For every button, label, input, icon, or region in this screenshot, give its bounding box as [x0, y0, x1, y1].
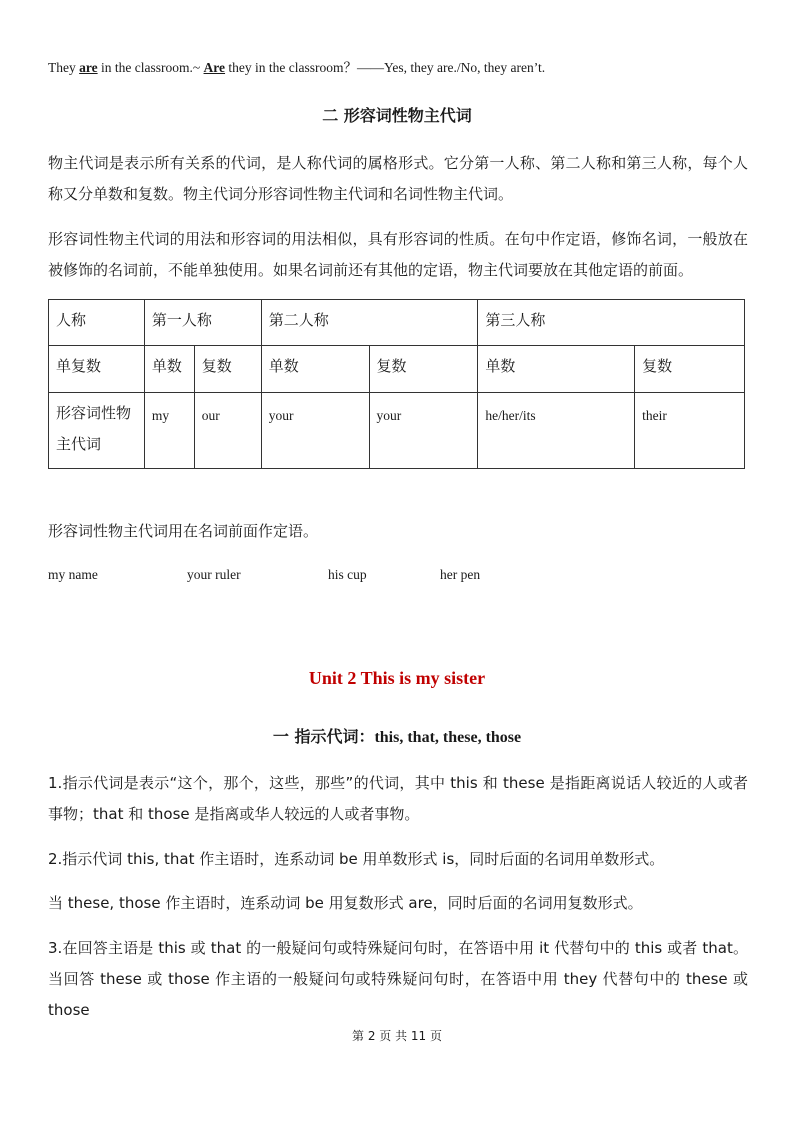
example-phrase: her pen: [440, 567, 481, 582]
cell-pronoun: your: [261, 393, 369, 469]
sentence-part: in the classroom.~: [97, 60, 204, 75]
section-heading: 二 形容词性物主代词: [322, 106, 472, 125]
example-phrase: his cup: [328, 567, 367, 582]
cell-plural: 复数: [369, 346, 478, 393]
row-label-number: 单复数: [49, 346, 145, 393]
cell-singular: 单数: [478, 346, 635, 393]
paragraph: 形容词性物主代词的用法和形容词的用法相似，具有形容词的性质。在句中作定语，修饰名词，一般放在被修饰的名词前，不能单独使用。如果名词前还有其他的定语，物主代词要放在其他定语的前面。: [48, 230, 748, 279]
sentence-part: They: [48, 60, 80, 75]
usage-note: 形容词性物主代词用在名词前面作定语。: [48, 522, 319, 540]
heading-en: this, that, these, those: [374, 729, 522, 746]
underlined-word: Are: [203, 60, 226, 75]
heading-cn: 一 指示代词：: [272, 727, 375, 746]
example-sentence: [48, 56, 545, 76]
cell-plural: 复数: [635, 346, 745, 393]
unit-title: Unit 2 This is my sister: [308, 668, 486, 688]
paragraph: 3.在回答主语是 this 或 that 的一般疑问句或特殊疑问句时，在答语中用 it 代替句中的 this 或者 that。当回答 these 或 those 作主语的一般疑问句或特殊疑问句时，在答语中用 they 代替句中的 these 或 those: [48, 939, 748, 1019]
cell-pronoun: your: [369, 393, 478, 469]
paragraph: 2.指示代词 this, that 作主语时，连系动词 be 用单数形式 is，同时后面的名词用单数形式。: [48, 850, 665, 868]
cell-singular: 单数: [144, 346, 194, 393]
cell-plural: 复数: [194, 346, 261, 393]
paragraph: 1.指示代词是表示“这个，那个，这些，那些”的代词，其中 this 和 these 是指距离说话人较近的人或者事物；that 和 those 是指离或华人较远的人或者事物。: [48, 774, 748, 823]
example-phrase: my name: [48, 567, 98, 582]
cell-pronoun: our: [194, 393, 261, 469]
underlined-word: are: [79, 60, 98, 75]
example-phrase: your ruler: [187, 567, 241, 582]
page-footer: 第 2 页 共 11 页: [352, 1029, 442, 1043]
section-heading: [0, 724, 794, 747]
cell-pronoun: their: [635, 393, 745, 469]
cell-pronoun: my: [144, 393, 194, 469]
header-third-person: 第三人称: [478, 300, 745, 346]
paragraph: 物主代词是表示所有关系的代词，是人称代词的属格形式。它分第一人称、第二人称和第三人称，每个人称又分单数和复数。物主代词分形容词性物主代词和名词性物主代词。: [48, 154, 748, 203]
cell-singular: 单数: [261, 346, 369, 393]
sentence-part: they in the classroom？——Yes, they are./No, they aren’t.: [225, 60, 546, 75]
possessive-pronoun-table: [48, 299, 745, 469]
header-second-person: 第二人称: [261, 300, 478, 346]
header-person: 人称: [49, 300, 145, 346]
paragraph: 当 these, those 作主语时，连系动词 be 用复数形式 are，同时后面的名词用复数形式。: [48, 894, 643, 912]
row-label-adjectival: 形容词性物主代词: [49, 393, 145, 469]
cell-pronoun: he/her/its: [478, 393, 635, 469]
header-first-person: 第一人称: [144, 300, 261, 346]
